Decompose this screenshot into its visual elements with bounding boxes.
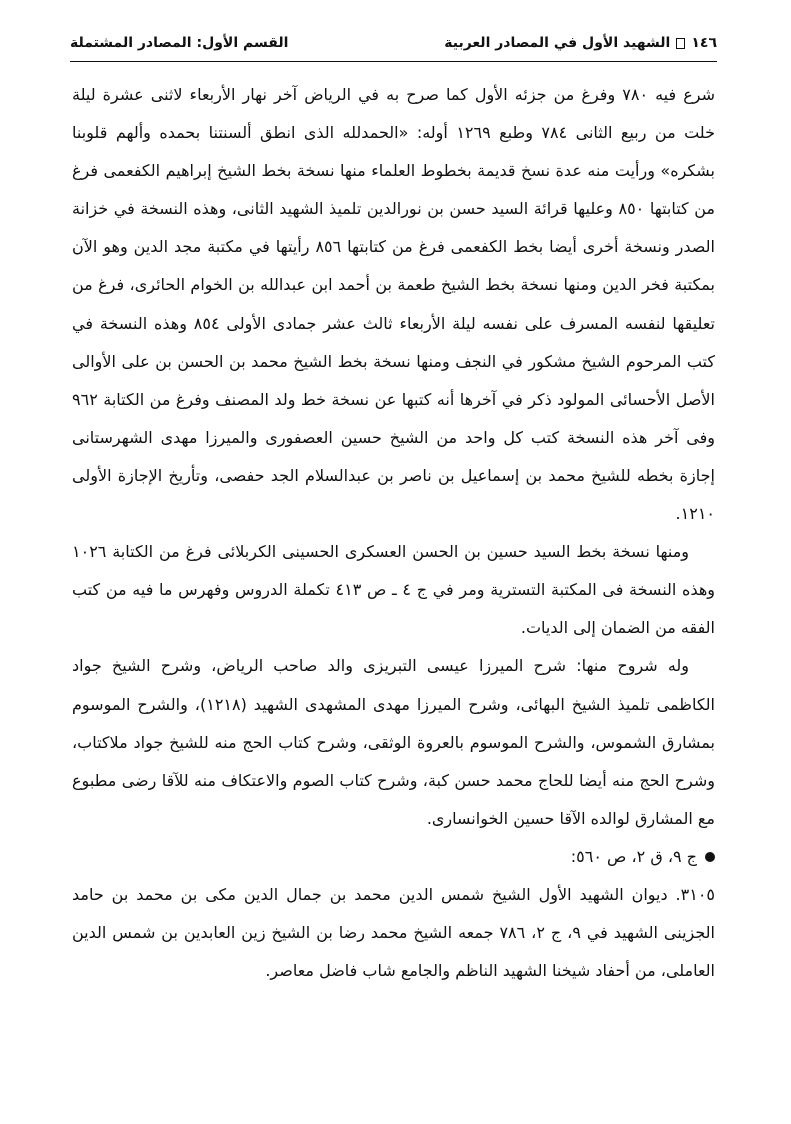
running-header (70, 30, 717, 56)
bullet-icon (705, 852, 715, 862)
square-separator-icon (676, 38, 685, 49)
reference-line (72, 838, 715, 876)
header-right (444, 35, 717, 51)
header-rule (70, 61, 717, 62)
paragraph-2: ومنها نسخة بخط السيد حسين بن الحسن العسكرى الحسينى الكربلائى فرغ من الكتابة ١٠٢٦ وهذه النسخة فى المكتبة التسترية ومر في ج ٤ ـ ص ٤١٣ تكملة الدروس وفهرس ما فيه من كتب الفقه من الضمان إلى الديات. (72, 542, 716, 638)
reference-text: ج ٩، ق ٢، ص ٥٦٠: (570, 846, 697, 866)
page-number: ١٤٦ (691, 35, 717, 51)
entry-3105: ٣١٠٥. ديوان الشهيد الأول الشيخ شمس الدين محمد بن جمال الدين مكى بن محمد بن حامد الجزينى الشهيد في ٩، ج ٢، ٧٨٦ جمعه الشيخ محمد رضا بن الشيخ زين العابدين بن شمس الدين العاملى، من أحفاد شيخنا الشهيد الناظم والجامع شاب فاضل معاصر. (72, 884, 716, 981)
running-title-right: الشهيد الأول في المصادر العربية (444, 35, 671, 51)
body-text (72, 76, 715, 990)
running-title-left: القسم الأول: المصادر المشتملة (70, 35, 289, 51)
paragraph-1: شرع فيه ٧٨٠ وفرغ من جزئه الأول كما صرح به في الرياض آخر نهار الأربعاء لاثنى عشرة ليلة خلت من ربيع الثانى ٧٨٤ وطبع ١٢٦٩ أوله: «الحمدلله الذى انطق ألسنتنا بحمده وألهم قلوبنا بشكره» ورأيت منه عدة نسخ قديمة بخطوط العلماء منها نسخة بخط الشيخ إبراهيم الكفعمى فرغ من كتابتها ٨٥٠ وعليها قرائة السيد حسن بن نورالدين تلميذ الشهيد الثانى، وهذه النسخة في خزانة الصدر ونسخة أخرى أيضا بخط الكفعمى فرغ من كتابتها ٨٥٦ رأيتها في مكتبة مجد الدين وهو الآن بمكتبة فخر الدين ومنها نسخة بخط الشيخ طعمة بن أحمد ابن عبدالله بن الخوام الحائرى، فرغ من تعليقها لنفسه المسرف على نفسه ليلة الأربعاء ثالث عشر جمادى الأولى ٨٥٤ وهذه النسخة في كتب المرحوم الشيخ مشكور في النجف ومنها نسخة بخط الشيخ محمد بن الحسن بن على الأوالى الأصل الأحسائى المولود ذكر في آخرها أنه كتبها عن نسخة خط ولد المصنف وفرغ من الكتابة ٩٦٢ وفى آخر هذه النسخة كتب كل واحد من الشيخ حسين العصفورى والميرزا مهدى الشهرستانى إجازة بخطه للشيخ محمد بن إسماعيل بن ناصر بن عبدالسلام الجد حفصى، وتأريخ الإجازة الأولى ١٢١٠. (72, 85, 716, 524)
paragraph-3: وله شروح منها: شرح الميرزا عيسى التبريزى والد صاحب الرياض، وشرح الشيخ جواد الكاظمى تلميذ الشيخ البهائى، وشرح الميرزا مهدى المشهدى الشهيد (١٢١٨)، والشرح الموسوم بمشارق الشموس، والشرح الموسوم بالعروة الوثقى، وشرح كتاب الحج منه للشيخ جواد ملاكتاب، وشرح الحج منه أيضا للحاج محمد حسن كبة، وشرح كتاب الصوم والاعتكاف منه للآقا رضى مطبوع مع المشارق لوالده الآقا حسين الخوانسارى. (72, 656, 716, 828)
